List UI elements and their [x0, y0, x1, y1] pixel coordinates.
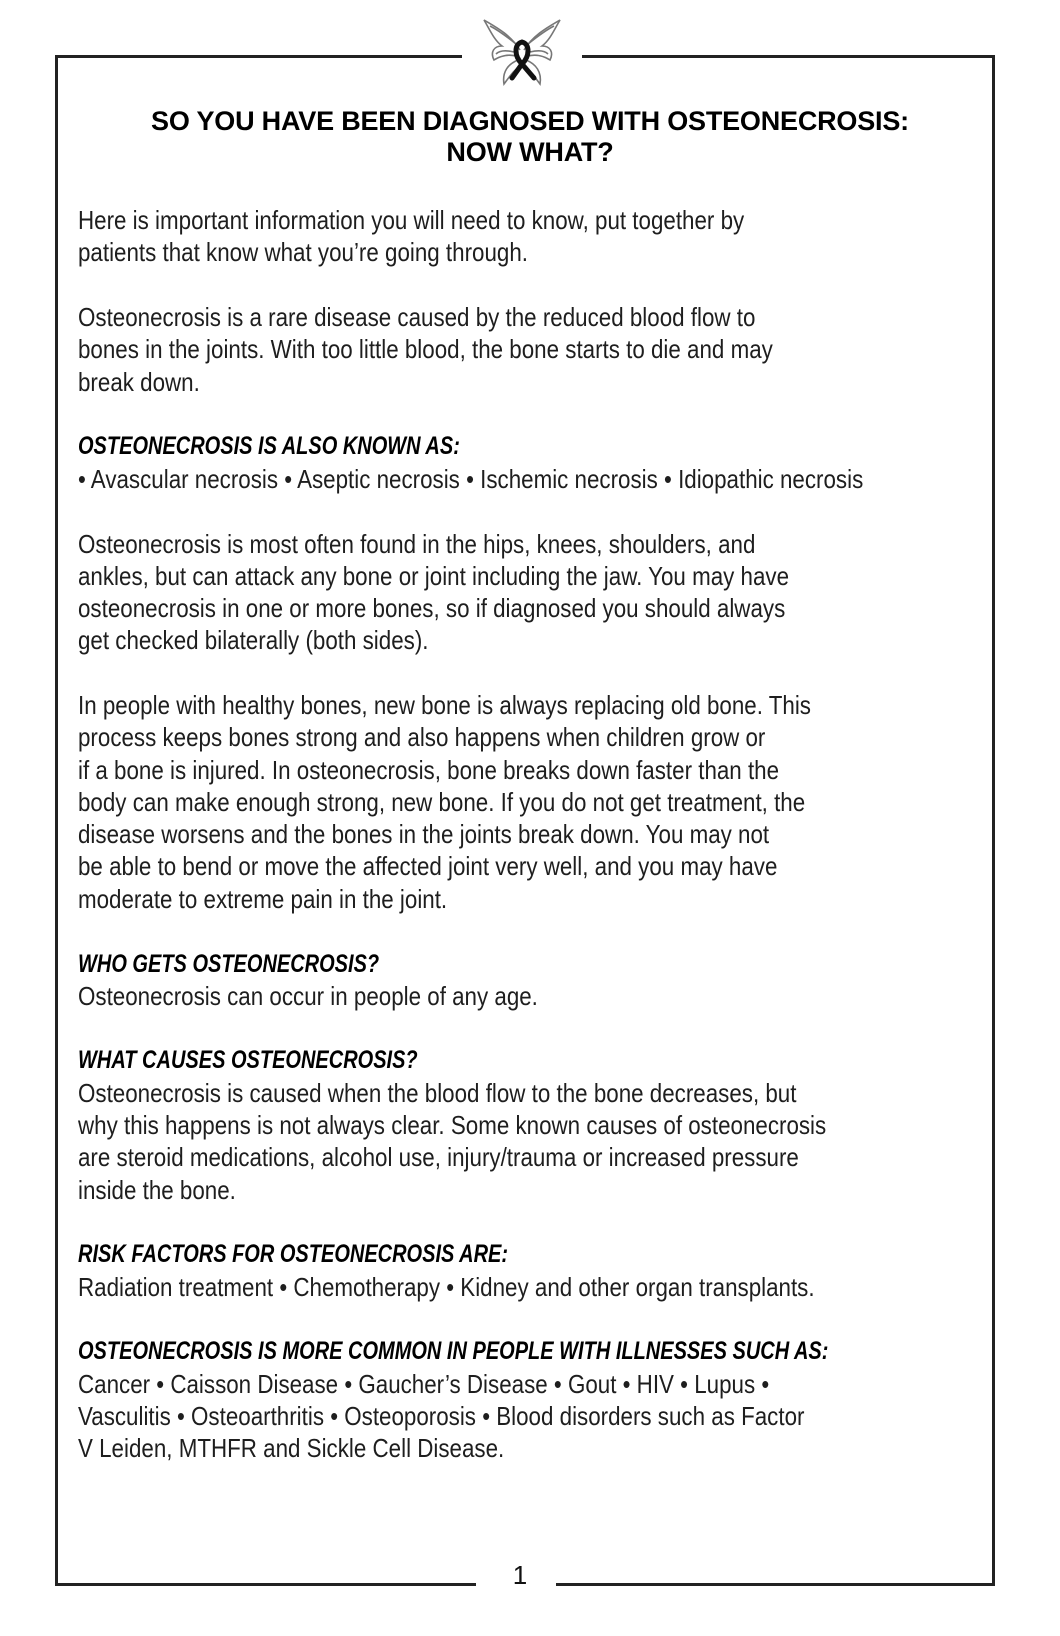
process-line: moderate to extreme pain in the joint. — [78, 884, 448, 914]
illnesses-line: V Leiden, MTHFR and Sickle Cell Disease. — [78, 1433, 505, 1463]
also-known-as-list: • Avascular necrosis • Aseptic necrosis • Ischemic necrosis • Idiopathic necrosis — [78, 464, 864, 494]
intro-line: patients that know what you’re going through. — [78, 237, 528, 267]
page-title-line-2: NOW WHAT? — [446, 137, 614, 167]
definition-line: Osteonecrosis is a rare disease caused by the reduced blood flow to — [78, 302, 756, 332]
locations-line: Osteonecrosis is most often found in the hips, knees, shoulders, and — [78, 529, 756, 559]
definition-line: bones in the joints. With too little blood, the bone starts to die and may — [78, 334, 773, 364]
definition-line: break down. — [78, 367, 200, 397]
section-heading-also-known-as: OSTEONECROSIS IS ALSO KNOWN AS: — [78, 432, 460, 460]
section-heading-causes: WHAT CAUSES OSTEONECROSIS? — [78, 1046, 418, 1074]
locations-line: ankles, but can attack any bone or joint including the jaw. You may have — [78, 561, 790, 591]
causes-line: why this happens is not always clear. Some known causes of osteonecrosis — [78, 1110, 827, 1140]
process-line: be able to bend or move the affected joint very well, and you may have — [78, 851, 778, 881]
intro-line: Here is important information you will need to know, put together by — [78, 205, 745, 235]
section-heading-risk-factors: RISK FACTORS FOR OSTEONECROSIS ARE: — [78, 1240, 509, 1268]
causes-line: Osteonecrosis is caused when the blood flow to the bone decreases, but — [78, 1078, 797, 1108]
locations-line: get checked bilaterally (both sides). — [78, 625, 429, 655]
illnesses-line: Cancer • Caisson Disease • Gaucher’s Disease • Gout • HIV • Lupus • — [78, 1369, 770, 1399]
page-title-line-1: SO YOU HAVE BEEN DIAGNOSED WITH OSTEONECROSIS: — [151, 106, 909, 136]
section-heading-who-gets: WHO GETS OSTEONECROSIS? — [78, 950, 380, 978]
process-line: if a bone is injured. In osteonecrosis, bone breaks down faster than the — [78, 755, 780, 785]
process-line: body can make enough strong, new bone. If you do not get treatment, the — [78, 787, 806, 817]
locations-line: osteonecrosis in one or more bones, so if diagnosed you should always — [78, 593, 786, 623]
process-line: process keeps bones strong and also happens when children grow or — [78, 722, 766, 752]
process-line: In people with healthy bones, new bone is always replacing old bone. This — [78, 690, 811, 720]
causes-line: are steroid medications, alcohol use, injury/trauma or increased pressure — [78, 1142, 799, 1172]
process-line: disease worsens and the bones in the joints break down. You may not — [78, 819, 770, 849]
illnesses-line: Vasculitis • Osteoarthritis • Osteoporosis • Blood disorders such as Factor — [78, 1401, 805, 1431]
page-number: 1 — [512, 1560, 528, 1590]
section-heading-illnesses: OSTEONECROSIS IS MORE COMMON IN PEOPLE WITH ILLNESSES SUCH AS: — [78, 1337, 829, 1365]
butterfly-ribbon-icon — [480, 16, 564, 92]
risk-factors-list: Radiation treatment • Chemotherapy • Kidney and other organ transplants. — [78, 1272, 815, 1302]
who-gets-line: Osteonecrosis can occur in people of any age. — [78, 981, 538, 1011]
causes-line: inside the bone. — [78, 1175, 236, 1205]
